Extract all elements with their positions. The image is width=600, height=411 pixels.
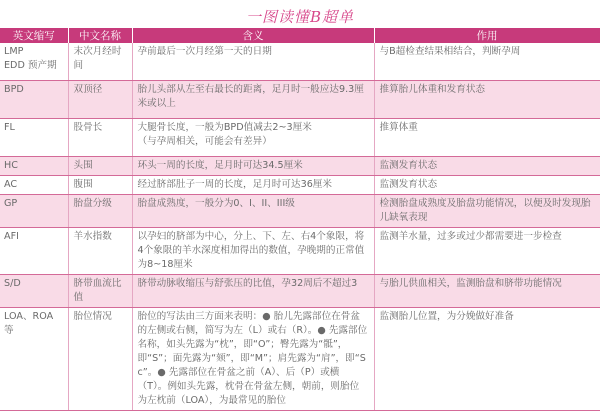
cell-name xyxy=(68,175,132,194)
cell-use xyxy=(374,227,600,274)
table-header-row xyxy=(0,28,600,43)
use-text: 推算胎儿体重和发育状态 xyxy=(379,83,486,95)
use-text: 推算体重 xyxy=(379,121,418,133)
name-text: 胎位情况 xyxy=(73,310,112,322)
use-text: 监测羊水量，过多或过少都需要进一步检查 xyxy=(379,230,562,242)
cell-use xyxy=(374,80,600,118)
cell-meaning xyxy=(132,156,374,175)
cell-meaning xyxy=(132,307,374,410)
table-row xyxy=(0,175,600,194)
cell-abbr xyxy=(0,274,68,307)
abbr-text: HC xyxy=(4,159,18,171)
use-text: 与胎儿供血相关，监测胎盘和脐带功能情况 xyxy=(379,277,562,289)
cell-abbr xyxy=(0,194,68,227)
meaning-text: 胎位的写法由三方面来表明：● 胎儿先露部位在骨盆的左侧或右侧，简写为左（L）或右（R）。● 先露部位名称，如头先露为“枕”，即“O”；臀先露为“骶”，即“S”；面先露为“颏”，即“M”；肩先露为“肩”，即“Sc”。● 先露部位在骨盆之前（A）、后（P）或横（T）。例如头先露，枕骨在骨盆左侧，朝前，则胎位为左枕前（LOA），为最常见的胎位 xyxy=(137,310,368,406)
meaning-text: 胎儿头部从左至右最长的距离，足月时一般应达9.3厘米或以上 xyxy=(137,83,364,109)
cell-use xyxy=(374,194,600,227)
cell-use xyxy=(374,156,600,175)
cell-name xyxy=(68,194,132,227)
name-text: 羊水指数 xyxy=(73,230,112,242)
cell-use xyxy=(374,118,600,156)
name-text: 末次月经时间 xyxy=(73,46,122,71)
cell-use xyxy=(374,43,600,80)
cell-meaning xyxy=(132,118,374,156)
meaning-text: 大腿骨长度，一般为BPD值减去2~3厘米 xyxy=(137,121,312,133)
bscan-table xyxy=(0,28,600,411)
table-row xyxy=(0,194,600,227)
abbr-text: S/D xyxy=(4,277,21,289)
abbr-text: LMP xyxy=(4,46,24,57)
abbr-text: LOA、ROA等 xyxy=(4,310,54,336)
meaning-text: 孕前最后一次月经第一天的日期 xyxy=(137,46,272,57)
cell-meaning xyxy=(132,227,374,274)
table-row xyxy=(0,156,600,175)
use-text: 与B超检查结果相结合，判断孕周 xyxy=(379,46,521,57)
cell-name xyxy=(68,80,132,118)
abbr-text: FL xyxy=(4,121,15,133)
cell-name xyxy=(68,307,132,410)
cell-abbr xyxy=(0,43,68,80)
cell-abbr xyxy=(0,175,68,194)
name-text: 股骨长 xyxy=(73,121,103,133)
header-abbr: 英文缩写 xyxy=(0,28,68,43)
use-text: 监测胎儿位置，为分娩做好准备 xyxy=(379,310,514,322)
cell-use xyxy=(374,274,600,307)
meaning-text: 脐带动脉收缩压与舒张压的比值，孕32周后不超过3 xyxy=(137,277,358,289)
name-text: 脐带血流比值 xyxy=(73,277,122,303)
abbr-text: GP xyxy=(4,197,18,209)
cell-name xyxy=(68,43,132,80)
cell-meaning xyxy=(132,175,374,194)
cell-abbr xyxy=(0,80,68,118)
abbr-text: BPD xyxy=(4,83,24,95)
meaning-text: 以孕妇的脐部为中心，分上、下、左、右4个象限，将4个象限的羊水深度相加得出的数值，孕晚期的正常值为8~18厘米 xyxy=(137,230,365,270)
name-text: 头围 xyxy=(73,159,93,171)
cell-name xyxy=(68,227,132,274)
header-meaning: 含义 xyxy=(132,28,374,43)
table-row xyxy=(0,227,600,274)
table-row xyxy=(0,43,600,80)
name-text: 胎盘分级 xyxy=(73,197,112,209)
cell-use xyxy=(374,175,600,194)
meaning-text: 胎盘成熟度，一般分为0、I、II、III级 xyxy=(137,197,295,209)
meaning-text: 环头一周的长度，足月时可达34.5厘米 xyxy=(137,159,303,171)
table-row xyxy=(0,274,600,307)
abbr-text: EDD 预产期 xyxy=(4,60,57,71)
meaning-text: （与孕周相关，可能会有差异） xyxy=(137,135,272,147)
cell-abbr xyxy=(0,156,68,175)
meaning-text: 经过脐部肚子一周的长度，足月时可达36厘米 xyxy=(137,178,332,190)
name-text: 腹围 xyxy=(73,178,93,190)
header-use: 作用 xyxy=(374,28,600,43)
table-row xyxy=(0,307,600,410)
use-text: 监测发育状态 xyxy=(379,159,438,171)
cell-meaning xyxy=(132,274,374,307)
table-row xyxy=(0,118,600,156)
cell-meaning xyxy=(132,80,374,118)
cell-name xyxy=(68,118,132,156)
page-title: 一图读懂B超单 xyxy=(245,8,355,26)
cell-use xyxy=(374,307,600,410)
abbr-text: AFI xyxy=(4,230,19,242)
cell-name xyxy=(68,156,132,175)
name-text: 双顶径 xyxy=(73,83,103,95)
cell-name xyxy=(68,274,132,307)
use-text: 监测发育状态 xyxy=(379,178,438,190)
header-name: 中文名称 xyxy=(68,28,132,43)
cell-abbr xyxy=(0,307,68,410)
cell-abbr xyxy=(0,227,68,274)
use-text: 检测胎盘成熟度及胎盘功能情况，以便及时发现胎儿缺氧表现 xyxy=(379,197,591,223)
abbr-text: AC xyxy=(4,178,18,190)
cell-meaning xyxy=(132,194,374,227)
table-row xyxy=(0,80,600,118)
cell-abbr xyxy=(0,118,68,156)
cell-meaning xyxy=(132,43,374,80)
